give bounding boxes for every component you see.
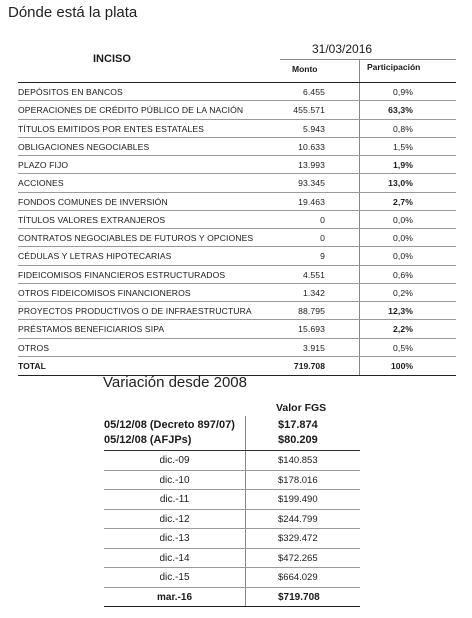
column-divider (359, 101, 360, 118)
table-row (104, 588, 360, 608)
total-participacion: 100% (391, 360, 413, 371)
row-participacion: 12,3% (388, 306, 413, 316)
row-monto: 0 (320, 214, 325, 225)
column-divider (359, 247, 360, 264)
column-divider (359, 138, 360, 155)
row-inciso: CÉDULAS Y LETRAS HIPOTECARIAS (18, 251, 172, 262)
table-row (18, 302, 456, 320)
table-row (18, 247, 456, 265)
row-inciso: PRÉSTAMOS BENEFICIARIOS SIPA (18, 324, 165, 335)
table-row (18, 156, 456, 174)
column-divider (359, 284, 360, 301)
row-inciso: OTROS FIDEICOMISOS FINANCIONEROS (18, 287, 191, 298)
table-row (18, 284, 456, 302)
row-period: dic.-10 (159, 474, 190, 486)
row-participacion: 0,9% (393, 87, 413, 97)
column-divider (359, 302, 360, 319)
column-divider (245, 549, 246, 568)
table-row (104, 568, 360, 588)
row-inciso: FONDOS COMUNES DE INVERSIÓN (18, 196, 168, 207)
column-divider (245, 568, 246, 587)
table-row (18, 138, 456, 156)
row-period: dic.-12 (159, 513, 190, 525)
table-row (104, 451, 360, 471)
row-inciso: ACCIONES (18, 178, 64, 189)
header-column-divider (359, 60, 360, 82)
row-monto: 88.795 (298, 306, 325, 316)
row-monto: 9 (320, 251, 325, 262)
row-period: dic.-14 (159, 552, 190, 564)
row-monto: 5.943 (302, 123, 325, 134)
column-divider (359, 83, 360, 100)
row-monto: 6.455 (302, 87, 325, 97)
column-divider (245, 510, 246, 529)
row-period: dic.-11 (159, 494, 190, 505)
column-divider (245, 588, 246, 607)
column-divider (359, 193, 360, 210)
row-monto: 1.342 (302, 287, 325, 298)
header-divider (280, 59, 456, 60)
initial-value-decreto: $17.874 (278, 419, 318, 431)
fgs-value-table (104, 402, 360, 607)
column-divider (359, 357, 360, 375)
column-header-date: 31/03/2016 (312, 42, 373, 56)
column-header-valor-fgs: Valor FGS (276, 402, 327, 414)
column-divider (245, 416, 246, 450)
row-inciso: OTROS (18, 342, 50, 353)
table-row (18, 266, 456, 284)
row-period: dic.-09 (159, 455, 190, 466)
row-inciso: CONTRATOS NEGOCIABLES DE FUTUROS Y OPCIONES (18, 233, 254, 243)
column-divider (359, 211, 360, 228)
row-monto: 15.693 (298, 324, 325, 335)
row-period: dic.-13 (159, 533, 190, 544)
row-monto: 0 (320, 233, 325, 243)
row-monto: 3.915 (302, 342, 325, 353)
row-monto: 93.345 (298, 178, 325, 189)
row-participacion: 0,5% (393, 342, 413, 353)
initial-label-afjps: 05/12/08 (AFJPs) (104, 434, 192, 446)
row-period: dic.-15 (159, 572, 190, 583)
column-divider (359, 229, 360, 246)
column-header-monto: Monto (292, 64, 318, 74)
column-divider (359, 174, 360, 191)
row-participacion: 63,3% (388, 105, 413, 116)
section-title-variacion: Variación desde 2008 (103, 374, 247, 391)
section-title-donde-esta-la-plata: Dónde está la plata (8, 4, 138, 21)
column-header-participacion: Participación (367, 62, 421, 72)
row-participacion: 0,0% (393, 214, 413, 225)
total-monto: 719.708 (293, 360, 325, 371)
value-table-initial-rows (104, 416, 360, 451)
column-divider (359, 156, 360, 173)
table-row (18, 120, 456, 138)
total-label: TOTAL (18, 360, 46, 371)
row-inciso: DEPÓSITOS EN BANCOS (18, 87, 123, 97)
row-participacion: 1,5% (393, 141, 413, 152)
row-participacion: 2,7% (393, 196, 413, 207)
row-monto: 10.633 (298, 141, 325, 152)
row-monto: 19.463 (298, 196, 325, 207)
table-row (18, 211, 456, 229)
row-inciso: TÍTULOS EMITIDOS POR ENTES ESTATALES (18, 123, 205, 134)
row-participacion: 0,8% (393, 123, 413, 134)
table-row (104, 529, 360, 549)
table-row (18, 229, 456, 247)
row-monto: 4.551 (302, 269, 325, 280)
table-row (18, 193, 456, 211)
table-row (18, 83, 456, 101)
column-divider (245, 471, 246, 490)
initial-value-afjps: $80.209 (278, 434, 318, 446)
initial-label-decreto: 05/12/08 (Decreto 897/07) (104, 419, 235, 431)
table-row (104, 549, 360, 569)
row-participacion: 0,0% (393, 251, 413, 262)
column-divider (359, 120, 360, 137)
row-participacion: 0,2% (393, 287, 413, 298)
value-table-body (104, 451, 360, 607)
row-inciso: FIDEICOMISOS FINANCIEROS ESTRUCTURADOS (18, 269, 226, 280)
row-participacion: 1,9% (393, 160, 413, 170)
row-valor-fgs: $140.853 (278, 455, 318, 466)
column-divider (359, 339, 360, 356)
table-row (18, 339, 456, 357)
column-header-inciso: INCISO (93, 53, 131, 65)
column-divider (245, 451, 246, 470)
table-row (18, 174, 456, 192)
fgs-holdings-table (18, 36, 456, 376)
column-divider (245, 490, 246, 509)
row-inciso: TÍTULOS VALORES EXTRANJEROS (18, 214, 166, 225)
row-valor-fgs: $719.708 (278, 591, 320, 603)
row-inciso: PLAZO FIJO (18, 160, 69, 170)
total-row (18, 357, 456, 376)
row-inciso: OBLIGACIONES NEGOCIABLES (18, 141, 150, 152)
row-participacion: 2,2% (393, 324, 413, 335)
table-row (18, 101, 456, 119)
row-participacion: 13,0% (388, 178, 413, 189)
row-monto: 455.571 (293, 105, 325, 116)
row-valor-fgs: $472.265 (278, 552, 318, 564)
row-valor-fgs: $329.472 (278, 533, 318, 544)
row-inciso: OPERACIONES DE CRÉDITO PÚBLICO DE LA NACIÓN (18, 105, 244, 116)
column-divider (245, 529, 246, 548)
row-valor-fgs: $178.016 (278, 474, 318, 486)
row-valor-fgs: $244.799 (278, 513, 318, 525)
row-valor-fgs: $199.490 (278, 494, 318, 505)
table-row (104, 490, 360, 510)
value-table-header (104, 402, 360, 416)
row-monto: 13.993 (298, 160, 325, 170)
table-row (104, 471, 360, 491)
column-divider (359, 320, 360, 337)
table-row (18, 320, 456, 338)
table-body (18, 83, 456, 357)
column-divider (359, 266, 360, 283)
table-row (104, 510, 360, 530)
row-period: mar.-16 (156, 591, 193, 603)
table-header (18, 36, 456, 83)
row-participacion: 0,0% (393, 233, 413, 243)
row-participacion: 0,6% (393, 269, 413, 280)
row-inciso: PROYECTOS PRODUCTIVOS O DE INFRAESTRUCTURA (18, 306, 252, 316)
row-valor-fgs: $664.029 (278, 572, 318, 583)
